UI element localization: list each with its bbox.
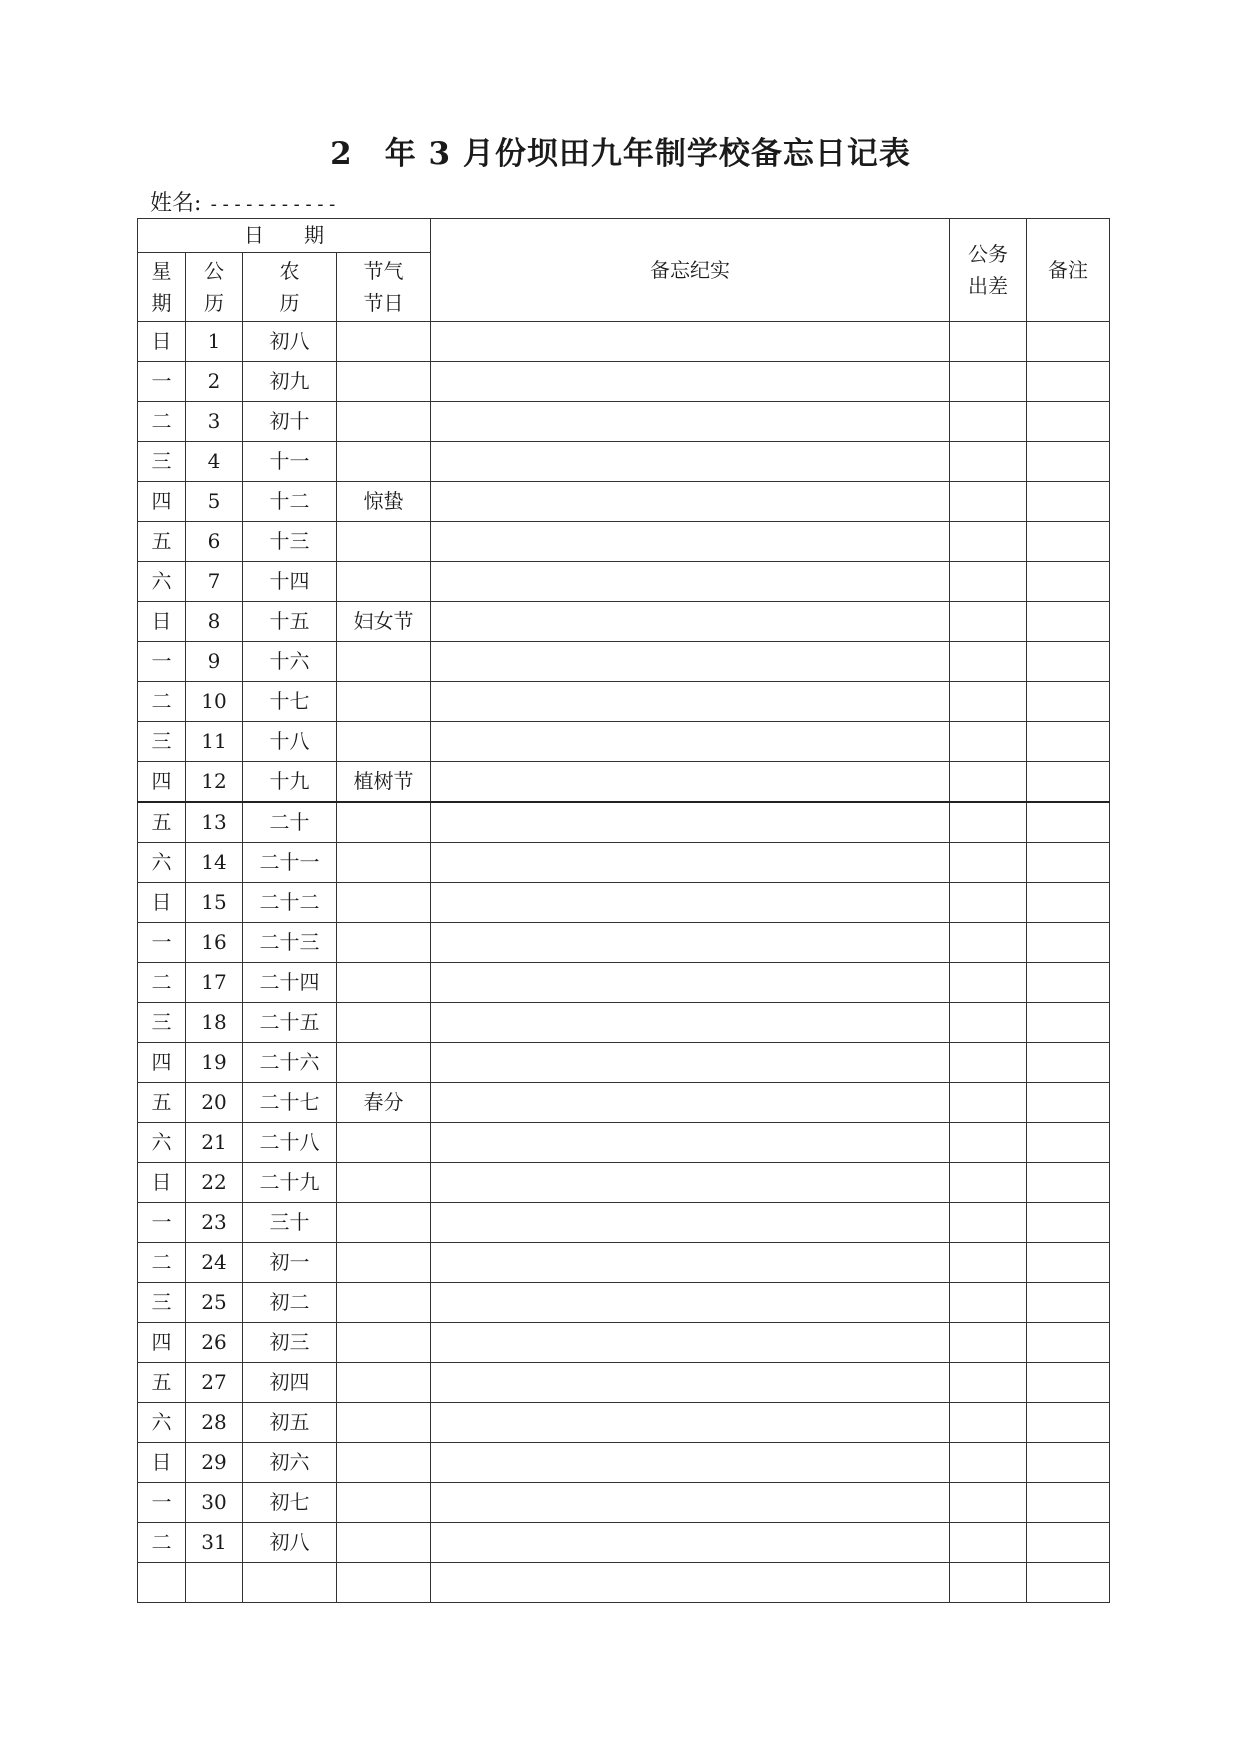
- festival-cell: [337, 923, 431, 963]
- day-cell: 17: [186, 963, 243, 1003]
- table-row: [138, 442, 1110, 482]
- official-trip-cell[interactable]: [950, 1003, 1027, 1043]
- day-cell: 16: [186, 923, 243, 963]
- festival-cell: [337, 682, 431, 722]
- lunar-cell: 十三: [243, 522, 337, 562]
- festival-cell: [337, 1043, 431, 1083]
- festival-cell: 植树节: [337, 762, 431, 803]
- memo-cell[interactable]: [431, 1363, 950, 1403]
- memo-cell[interactable]: [431, 682, 950, 722]
- memo-cell[interactable]: [431, 762, 950, 803]
- table-row: [138, 802, 1110, 843]
- festival-cell: [337, 963, 431, 1003]
- memo-cell[interactable]: [431, 442, 950, 482]
- remarks-cell[interactable]: [1027, 1363, 1110, 1403]
- weekday-cell: 日: [138, 322, 186, 362]
- lunar-cell: 初七: [243, 1483, 337, 1523]
- official-trip-cell[interactable]: [950, 1083, 1027, 1123]
- weekday-cell: 三: [138, 1003, 186, 1043]
- day-cell: 18: [186, 1003, 243, 1043]
- weekday-cell: 三: [138, 722, 186, 762]
- official-trip-cell[interactable]: [950, 1283, 1027, 1323]
- table-row: [138, 843, 1110, 883]
- memo-table: [137, 218, 1110, 1603]
- weekday-cell: 一: [138, 1483, 186, 1523]
- weekday-cell: 日: [138, 602, 186, 642]
- day-cell: 7: [186, 562, 243, 602]
- header-memo: 备忘纪实: [431, 219, 950, 322]
- weekday-cell: 六: [138, 562, 186, 602]
- lunar-cell: 十七: [243, 682, 337, 722]
- memo-cell[interactable]: [431, 923, 950, 963]
- memo-cell[interactable]: [431, 1323, 950, 1363]
- weekday-cell: 四: [138, 1323, 186, 1363]
- official-trip-cell[interactable]: [950, 1483, 1027, 1523]
- memo-cell[interactable]: [431, 1523, 950, 1563]
- weekday-cell: 六: [138, 1123, 186, 1163]
- festival-cell: [337, 1323, 431, 1363]
- table-row: [138, 762, 1110, 803]
- day-cell: 2: [186, 362, 243, 402]
- table-row: [138, 362, 1110, 402]
- memo-cell[interactable]: [431, 722, 950, 762]
- festival-cell: [337, 562, 431, 602]
- day-cell: 8: [186, 602, 243, 642]
- header-remarks: 备注: [1027, 219, 1110, 322]
- remarks-cell[interactable]: [1027, 1563, 1110, 1603]
- remarks-cell[interactable]: [1027, 1243, 1110, 1283]
- name-label: 姓名:: [150, 191, 202, 216]
- festival-cell: [337, 442, 431, 482]
- official-trip-cell[interactable]: [950, 1243, 1027, 1283]
- memo-cell[interactable]: [431, 642, 950, 682]
- day-cell: 29: [186, 1443, 243, 1483]
- weekday-cell: 二: [138, 1523, 186, 1563]
- table-row: [138, 1123, 1110, 1163]
- weekday-cell: 二: [138, 682, 186, 722]
- day-cell: 15: [186, 883, 243, 923]
- lunar-cell: 二十五: [243, 1003, 337, 1043]
- lunar-cell: 二十二: [243, 883, 337, 923]
- day-cell: 30: [186, 1483, 243, 1523]
- day-cell: 9: [186, 642, 243, 682]
- header-date-group: 日 期: [138, 219, 431, 253]
- remarks-cell[interactable]: [1027, 1443, 1110, 1483]
- table-row: [138, 522, 1110, 562]
- day-cell: 4: [186, 442, 243, 482]
- lunar-cell: 初三: [243, 1323, 337, 1363]
- festival-cell: [337, 1123, 431, 1163]
- weekday-cell: 四: [138, 482, 186, 522]
- table-row: [138, 682, 1110, 722]
- lunar-cell: [243, 1563, 337, 1603]
- table-row: [138, 1563, 1110, 1603]
- weekday-cell: 一: [138, 642, 186, 682]
- memo-cell[interactable]: [431, 562, 950, 602]
- festival-cell: [337, 402, 431, 442]
- memo-cell[interactable]: [431, 482, 950, 522]
- lunar-cell: 十一: [243, 442, 337, 482]
- day-cell: 26: [186, 1323, 243, 1363]
- day-cell: 24: [186, 1243, 243, 1283]
- table-row: [138, 923, 1110, 963]
- remarks-cell[interactable]: [1027, 722, 1110, 762]
- official-trip-cell[interactable]: [950, 482, 1027, 522]
- day-cell: [186, 1563, 243, 1603]
- memo-cell[interactable]: [431, 602, 950, 642]
- memo-cell[interactable]: [431, 1403, 950, 1443]
- table-row: [138, 322, 1110, 362]
- table-row: [138, 1083, 1110, 1123]
- memo-cell[interactable]: [431, 1283, 950, 1323]
- festival-cell: 惊蛰: [337, 482, 431, 522]
- weekday-cell: 日: [138, 883, 186, 923]
- table-row: [138, 1483, 1110, 1523]
- weekday-cell: 四: [138, 762, 186, 803]
- weekday-cell: 二: [138, 402, 186, 442]
- festival-cell: [337, 1523, 431, 1563]
- header-weekday: 星 期: [138, 253, 186, 322]
- memo-cell[interactable]: [431, 402, 950, 442]
- remarks-cell[interactable]: [1027, 1163, 1110, 1203]
- memo-cell[interactable]: [431, 963, 950, 1003]
- table-row: [138, 722, 1110, 762]
- official-trip-cell[interactable]: [950, 1443, 1027, 1483]
- festival-cell: [337, 1003, 431, 1043]
- table-row: [138, 1243, 1110, 1283]
- table-row: [138, 1363, 1110, 1403]
- day-cell: 28: [186, 1403, 243, 1443]
- festival-cell: [337, 1563, 431, 1603]
- lunar-cell: 二十: [243, 802, 337, 843]
- festival-cell: [337, 1363, 431, 1403]
- table-row: [138, 883, 1110, 923]
- memo-cell[interactable]: [431, 362, 950, 402]
- weekday-cell: 日: [138, 1163, 186, 1203]
- official-trip-cell[interactable]: [950, 722, 1027, 762]
- day-cell: 21: [186, 1123, 243, 1163]
- day-cell: 6: [186, 522, 243, 562]
- festival-cell: [337, 883, 431, 923]
- official-trip-cell[interactable]: [950, 883, 1027, 923]
- lunar-cell: 二十六: [243, 1043, 337, 1083]
- lunar-cell: 十九: [243, 762, 337, 803]
- table-row: [138, 1323, 1110, 1363]
- festival-cell: 妇女节: [337, 602, 431, 642]
- lunar-cell: 初八: [243, 1523, 337, 1563]
- festival-cell: [337, 1283, 431, 1323]
- table-row: [138, 402, 1110, 442]
- table-row: [138, 562, 1110, 602]
- official-trip-cell[interactable]: [950, 362, 1027, 402]
- official-trip-cell[interactable]: [950, 1123, 1027, 1163]
- table-row: [138, 1203, 1110, 1243]
- official-trip-cell[interactable]: [950, 1363, 1027, 1403]
- remarks-cell[interactable]: [1027, 642, 1110, 682]
- lunar-cell: 十四: [243, 562, 337, 602]
- official-trip-cell[interactable]: [950, 602, 1027, 642]
- lunar-cell: 初九: [243, 362, 337, 402]
- weekday-cell: 五: [138, 522, 186, 562]
- remarks-cell[interactable]: [1027, 322, 1110, 362]
- remarks-cell[interactable]: [1027, 602, 1110, 642]
- weekday-cell: 一: [138, 1203, 186, 1243]
- remarks-cell[interactable]: [1027, 362, 1110, 402]
- festival-cell: [337, 362, 431, 402]
- weekday-cell: 六: [138, 843, 186, 883]
- memo-cell[interactable]: [431, 802, 950, 843]
- remarks-cell[interactable]: [1027, 562, 1110, 602]
- memo-cell[interactable]: [431, 1563, 950, 1603]
- festival-cell: [337, 522, 431, 562]
- memo-cell[interactable]: [431, 1243, 950, 1283]
- weekday-cell: 二: [138, 963, 186, 1003]
- memo-cell[interactable]: [431, 522, 950, 562]
- weekday-cell: 三: [138, 442, 186, 482]
- day-cell: 27: [186, 1363, 243, 1403]
- official-trip-cell[interactable]: [950, 843, 1027, 883]
- official-trip-cell[interactable]: [950, 562, 1027, 602]
- remarks-cell[interactable]: [1027, 883, 1110, 923]
- day-cell: 22: [186, 1163, 243, 1203]
- weekday-cell: 日: [138, 1443, 186, 1483]
- remarks-cell[interactable]: [1027, 762, 1110, 803]
- lunar-cell: 二十八: [243, 1123, 337, 1163]
- festival-cell: 春分: [337, 1083, 431, 1123]
- official-trip-cell[interactable]: [950, 442, 1027, 482]
- lunar-cell: 初四: [243, 1363, 337, 1403]
- remarks-cell[interactable]: [1027, 1523, 1110, 1563]
- lunar-cell: 二十四: [243, 963, 337, 1003]
- official-trip-cell[interactable]: [950, 1563, 1027, 1603]
- official-trip-cell[interactable]: [950, 1043, 1027, 1083]
- name-blank-line[interactable]: -----------: [208, 194, 339, 215]
- lunar-cell: 初六: [243, 1443, 337, 1483]
- official-trip-cell[interactable]: [950, 402, 1027, 442]
- memo-cell[interactable]: [431, 843, 950, 883]
- memo-cell[interactable]: [431, 1123, 950, 1163]
- festival-cell: [337, 322, 431, 362]
- official-trip-cell[interactable]: [950, 802, 1027, 843]
- weekday-cell: [138, 1563, 186, 1603]
- remarks-cell[interactable]: [1027, 1003, 1110, 1043]
- table-row: [138, 1443, 1110, 1483]
- day-cell: 3: [186, 402, 243, 442]
- day-cell: 10: [186, 682, 243, 722]
- day-cell: 14: [186, 843, 243, 883]
- remarks-cell[interactable]: [1027, 1083, 1110, 1123]
- remarks-cell[interactable]: [1027, 1283, 1110, 1323]
- official-trip-cell[interactable]: [950, 1403, 1027, 1443]
- remarks-cell[interactable]: [1027, 843, 1110, 883]
- remarks-cell[interactable]: [1027, 1203, 1110, 1243]
- memo-cell[interactable]: [431, 322, 950, 362]
- memo-cell[interactable]: [431, 1003, 950, 1043]
- remarks-cell[interactable]: [1027, 1123, 1110, 1163]
- official-trip-cell[interactable]: [950, 762, 1027, 803]
- memo-cell[interactable]: [431, 1443, 950, 1483]
- remarks-cell[interactable]: [1027, 1043, 1110, 1083]
- weekday-cell: 一: [138, 362, 186, 402]
- remarks-cell[interactable]: [1027, 923, 1110, 963]
- lunar-cell: 初八: [243, 322, 337, 362]
- day-cell: 20: [186, 1083, 243, 1123]
- table-row: [138, 482, 1110, 522]
- remarks-cell[interactable]: [1027, 522, 1110, 562]
- remarks-cell[interactable]: [1027, 402, 1110, 442]
- official-trip-cell[interactable]: [950, 923, 1027, 963]
- day-cell: 23: [186, 1203, 243, 1243]
- memo-cell[interactable]: [431, 1083, 950, 1123]
- day-cell: 12: [186, 762, 243, 803]
- lunar-cell: 初十: [243, 402, 337, 442]
- memo-cell[interactable]: [431, 1163, 950, 1203]
- official-trip-cell[interactable]: [950, 682, 1027, 722]
- lunar-cell: 二十一: [243, 843, 337, 883]
- memo-cell[interactable]: [431, 1043, 950, 1083]
- weekday-cell: 六: [138, 1403, 186, 1443]
- lunar-cell: 初二: [243, 1283, 337, 1323]
- lunar-cell: 二十三: [243, 923, 337, 963]
- remarks-cell[interactable]: [1027, 1403, 1110, 1443]
- weekday-cell: 四: [138, 1043, 186, 1083]
- day-cell: 11: [186, 722, 243, 762]
- day-cell: 19: [186, 1043, 243, 1083]
- remarks-cell[interactable]: [1027, 682, 1110, 722]
- header-row-group: [138, 219, 1110, 253]
- lunar-cell: 三十: [243, 1203, 337, 1243]
- remarks-cell[interactable]: [1027, 1323, 1110, 1363]
- remarks-cell[interactable]: [1027, 1483, 1110, 1523]
- official-trip-cell[interactable]: [950, 322, 1027, 362]
- remarks-cell[interactable]: [1027, 482, 1110, 522]
- weekday-cell: 五: [138, 802, 186, 843]
- official-trip-cell[interactable]: [950, 963, 1027, 1003]
- name-field: [150, 186, 339, 217]
- header-official-trip: 公务 出差: [950, 219, 1027, 322]
- lunar-cell: 十二: [243, 482, 337, 522]
- official-trip-cell[interactable]: [950, 1203, 1027, 1243]
- memo-cell[interactable]: [431, 1483, 950, 1523]
- page-title: 2 年 3 月份坝田九年制学校备忘日记表: [330, 136, 911, 172]
- lunar-cell: 十五: [243, 602, 337, 642]
- festival-cell: [337, 722, 431, 762]
- official-trip-cell[interactable]: [950, 1523, 1027, 1563]
- official-trip-cell[interactable]: [950, 1163, 1027, 1203]
- table-row: [138, 602, 1110, 642]
- table-row: [138, 1283, 1110, 1323]
- festival-cell: [337, 1203, 431, 1243]
- table-row: [138, 642, 1110, 682]
- festival-cell: [337, 1243, 431, 1283]
- remarks-cell[interactable]: [1027, 442, 1110, 482]
- festival-cell: [337, 802, 431, 843]
- table-row: [138, 1003, 1110, 1043]
- lunar-cell: 初一: [243, 1243, 337, 1283]
- weekday-cell: 三: [138, 1283, 186, 1323]
- remarks-cell[interactable]: [1027, 802, 1110, 843]
- festival-cell: [337, 1163, 431, 1203]
- table-row: [138, 1403, 1110, 1443]
- header-festival: 节气 节日: [337, 253, 431, 322]
- lunar-cell: 十六: [243, 642, 337, 682]
- memo-cell[interactable]: [431, 1203, 950, 1243]
- weekday-cell: 五: [138, 1363, 186, 1403]
- festival-cell: [337, 1483, 431, 1523]
- festival-cell: [337, 1443, 431, 1483]
- lunar-cell: 十八: [243, 722, 337, 762]
- table-row: [138, 1163, 1110, 1203]
- festival-cell: [337, 1403, 431, 1443]
- lunar-cell: 二十七: [243, 1083, 337, 1123]
- lunar-cell: 初五: [243, 1403, 337, 1443]
- memo-cell[interactable]: [431, 883, 950, 923]
- table-row: [138, 1523, 1110, 1563]
- day-cell: 5: [186, 482, 243, 522]
- lunar-cell: 二十九: [243, 1163, 337, 1203]
- table-row: [138, 963, 1110, 1003]
- festival-cell: [337, 843, 431, 883]
- header-lunar: 农 历: [243, 253, 337, 322]
- weekday-cell: 二: [138, 1243, 186, 1283]
- official-trip-cell[interactable]: [950, 642, 1027, 682]
- day-cell: 1: [186, 322, 243, 362]
- day-cell: 31: [186, 1523, 243, 1563]
- official-trip-cell[interactable]: [950, 1323, 1027, 1363]
- header-gregorian: 公 历: [186, 253, 243, 322]
- day-cell: 13: [186, 802, 243, 843]
- official-trip-cell[interactable]: [950, 522, 1027, 562]
- table-row: [138, 1043, 1110, 1083]
- remarks-cell[interactable]: [1027, 963, 1110, 1003]
- day-cell: 25: [186, 1283, 243, 1323]
- weekday-cell: 五: [138, 1083, 186, 1123]
- weekday-cell: 一: [138, 923, 186, 963]
- festival-cell: [337, 642, 431, 682]
